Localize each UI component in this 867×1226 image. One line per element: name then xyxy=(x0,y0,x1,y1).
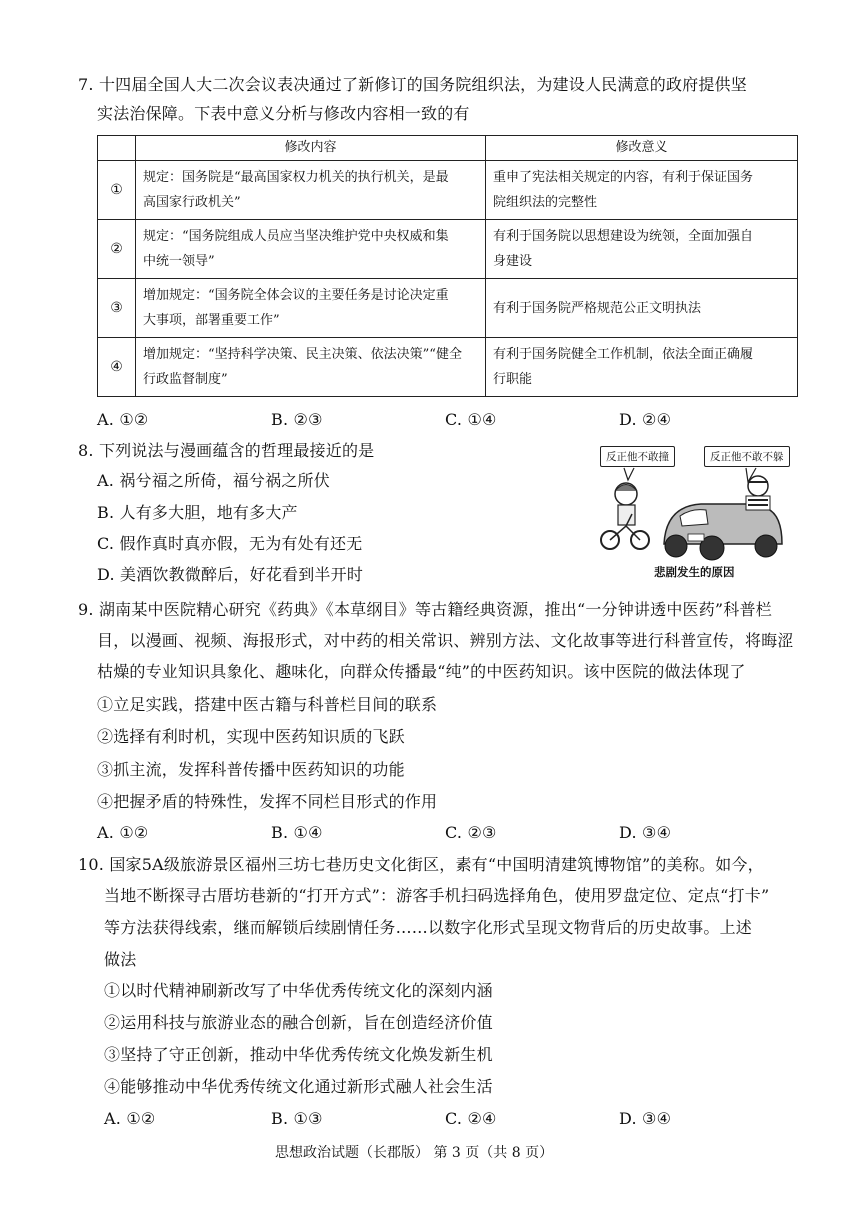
q9-option-a[interactable]: A. ①② xyxy=(97,823,149,842)
q10-statement-3: ③坚持了守正创新，推动中华优秀传统文化焕发新生机 xyxy=(104,1045,493,1064)
q10-stem-line3: 等方法获得线索，继而解锁后续剧情任务……以数字化形式呈现文物背后的历史故事。上述 xyxy=(104,918,753,937)
q10-statement-2: ②运用科技与旅游业态的融合创新，旨在创造经济价值 xyxy=(104,1013,493,1032)
table-row xyxy=(98,161,798,220)
q9-option-d[interactable]: D. ③④ xyxy=(619,823,672,842)
row-meaning: 有利于国务院健全工作机制，依法全面正确履 行职能 xyxy=(486,338,798,397)
q8-cartoon xyxy=(596,440,796,590)
q8-choice-b[interactable]: B. 人有多大胆，地有多大产 xyxy=(97,503,298,522)
q9-statement-2: ②选择有利时机，实现中医药知识质的飞跃 xyxy=(97,727,405,746)
q7-table xyxy=(97,135,798,397)
q7-stem-line2: 实法治保障。下表中意义分析与修改内容相一致的有 xyxy=(97,104,470,123)
cartoon-caption: 悲剧发生的原因 xyxy=(654,565,735,579)
q10-stem-line4: 做法 xyxy=(104,950,137,969)
row-index: ④ xyxy=(98,338,136,397)
cartoon-bubble-right: 反正他不敢不躲 xyxy=(704,446,790,467)
cyclist-figure xyxy=(601,483,649,549)
row-index: ① xyxy=(98,161,136,220)
q7-stem-line1: 7. 十四届全国人大二次会议表决通过了新修订的国务院组织法，为建设人民满意的政府提供坚 xyxy=(78,75,747,94)
q9-statement-3: ③抓主流，发挥科普传播中医药知识的功能 xyxy=(97,760,405,779)
q9-stem-line2: 目，以漫画、视频、海报形式，对中药的相关常识、辨别方法、文化故事等进行科普宣传，将晦涩 xyxy=(97,631,794,650)
q7-option-d[interactable]: D. ②④ xyxy=(619,410,672,429)
table-row xyxy=(98,338,798,397)
q9-stem-line3: 枯燥的专业知识具象化、趣味化，向群众传播最“纯”的中医药知识。该中医院的做法体现了 xyxy=(97,662,746,681)
q7-option-b[interactable]: B. ②③ xyxy=(271,410,323,429)
row-index: ② xyxy=(98,220,136,279)
table-header-content: 修改内容 xyxy=(136,136,486,161)
row-content: 增加规定：“国务院全体会议的主要任务是讨论决定重 大事项，部署重要工作” xyxy=(136,279,486,338)
q7-option-c[interactable]: C. ①④ xyxy=(445,410,497,429)
row-content: 规定：国务院是“最高国家权力机关的执行机关，是最 高国家行政机关” xyxy=(136,161,486,220)
row-meaning: 有利于国务院以思想建设为统领，全面加强自 身建设 xyxy=(486,220,798,279)
table-row xyxy=(98,220,798,279)
q9-option-c[interactable]: C. ②③ xyxy=(445,823,497,842)
row-content: 增加规定：“坚持科学决策、民主决策、依法决策”“健全 行政监督制度” xyxy=(136,338,486,397)
q8-choice-a[interactable]: A. 祸兮福之所倚，福兮祸之所伏 xyxy=(97,471,330,490)
page-footer: 思想政治试题（长郡版） 第 3 页（共 8 页） xyxy=(275,1145,554,1161)
table-header-empty xyxy=(98,136,136,161)
car-figure xyxy=(664,476,782,560)
q9-statement-4: ④把握矛盾的特殊性，发挥不同栏目形式的作用 xyxy=(97,792,438,811)
q10-option-a[interactable]: A. ①② xyxy=(104,1109,156,1128)
q10-option-d[interactable]: D. ③④ xyxy=(619,1109,672,1128)
q10-stem-line2: 当地不断探寻古厝坊巷新的“打开方式”：游客手机扫码选择角色，使用罗盘定位、定点“打卡” xyxy=(104,886,770,905)
q10-option-b[interactable]: B. ①③ xyxy=(271,1109,323,1128)
q8-choice-d[interactable]: D. 美酒饮教微醉后，好花看到半开时 xyxy=(97,565,364,584)
q8-choice-c[interactable]: C. 假作真时真亦假，无为有处有还无 xyxy=(97,534,363,553)
q7-option-a[interactable]: A. ①② xyxy=(97,410,149,429)
row-content: 规定：“国务院组成人员应当坚决维护党中央权威和集 中统一领导” xyxy=(136,220,486,279)
q8-stem: 8. 下列说法与漫画蕴含的哲理最接近的是 xyxy=(78,441,375,460)
q10-stem-line1: 10. 国家5A级旅游景区福州三坊七巷历史文化街区，素有“中国明清建筑博物馆”的美称。如今， xyxy=(78,855,764,874)
table-row xyxy=(98,279,798,338)
q9-stem-line1: 9. 湖南某中医院精心研究《药典》《本草纲目》等古籍经典资源，推出“一分钟讲透中医药”科普栏 xyxy=(78,600,772,619)
q10-option-c[interactable]: C. ②④ xyxy=(445,1109,497,1128)
table-header-meaning: 修改意义 xyxy=(486,136,798,161)
row-index: ③ xyxy=(98,279,136,338)
q10-statement-1: ①以时代精神刷新改写了中华优秀传统文化的深刻内涵 xyxy=(104,981,493,1000)
q9-option-b[interactable]: B. ①④ xyxy=(271,823,323,842)
q10-statement-4: ④能够推动中华优秀传统文化通过新形式融人社会生活 xyxy=(104,1077,493,1096)
row-meaning: 有利于国务院严格规范公正文明执法 xyxy=(486,279,798,338)
row-meaning: 重申了宪法相关规定的内容，有利于保证国务 院组织法的完整性 xyxy=(486,161,798,220)
cartoon-bubble-left: 反正他不敢撞 xyxy=(600,446,675,467)
table-header-row xyxy=(98,136,798,161)
q9-statement-1: ①立足实践，搭建中医古籍与科普栏目间的联系 xyxy=(97,695,438,714)
